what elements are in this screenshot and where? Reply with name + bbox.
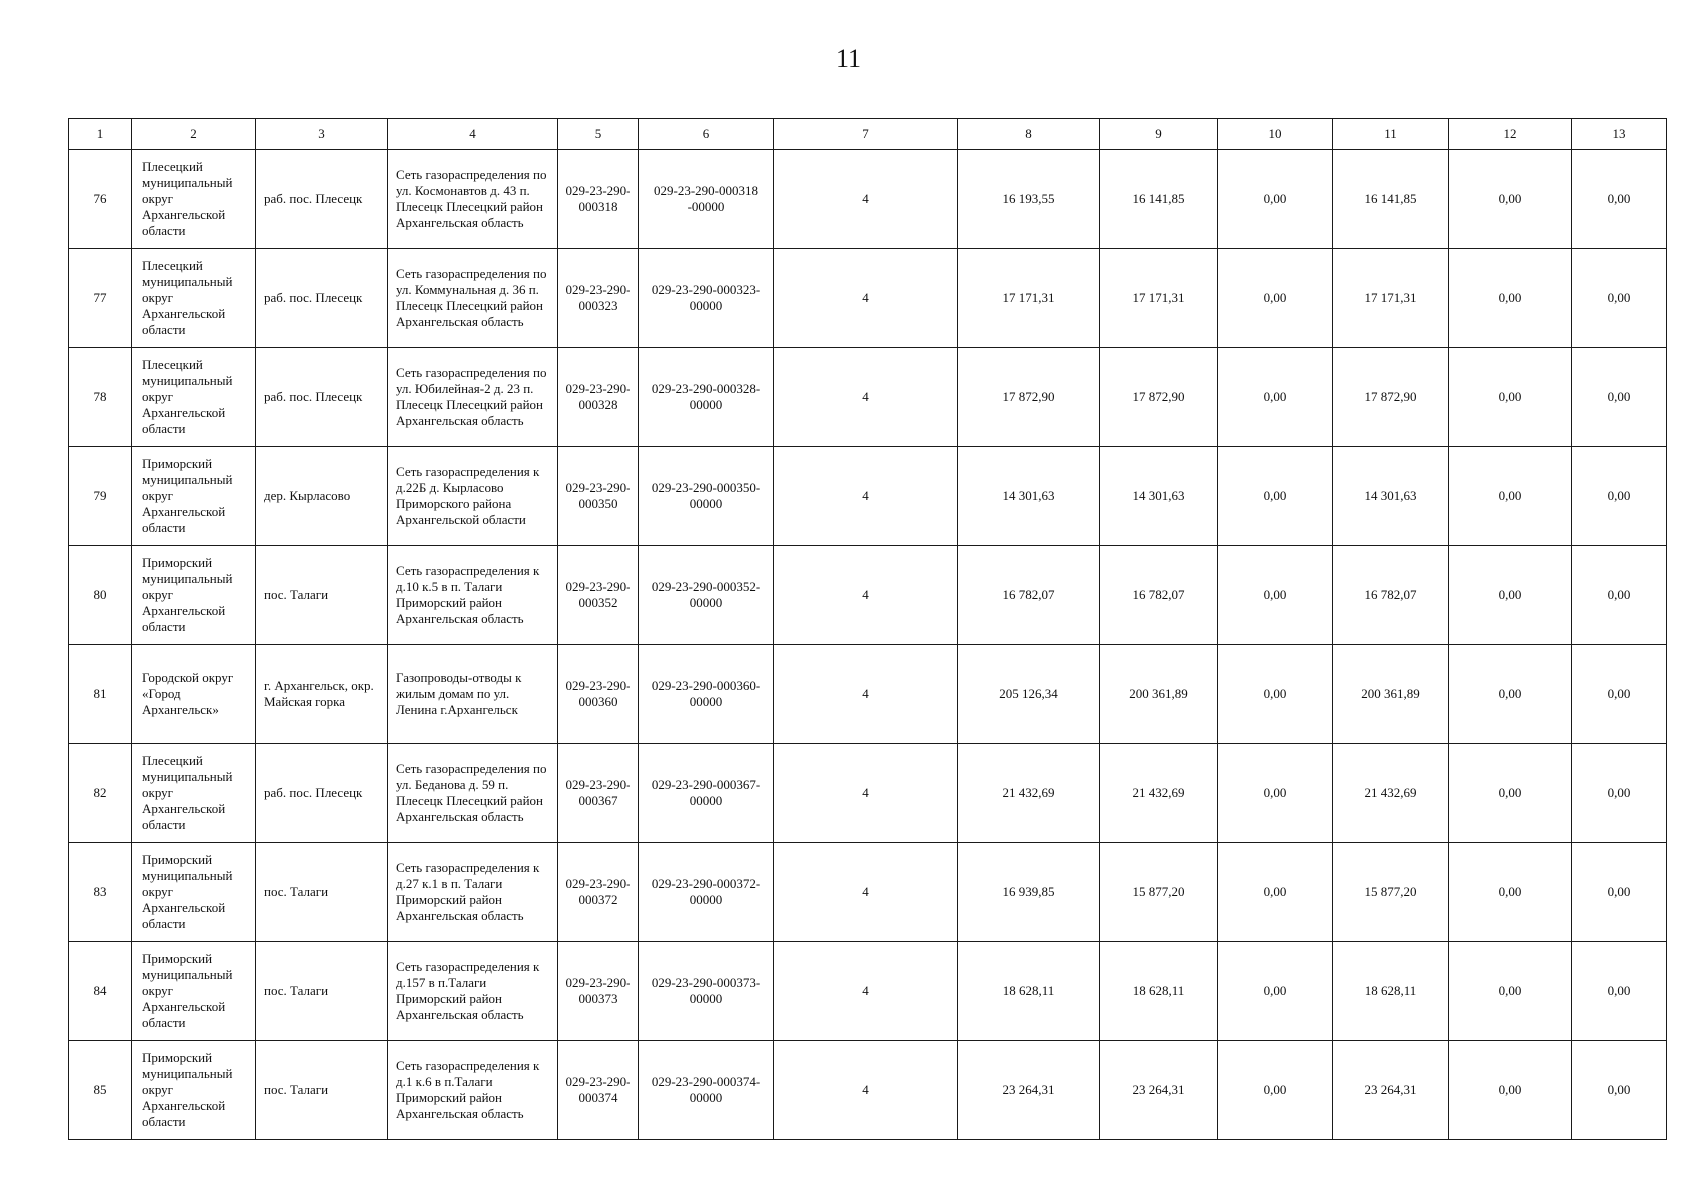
cadastral-short-cell: 029-23-290-000372 [558,843,639,942]
settlement-cell: раб. пос. Плесецк [256,744,388,843]
column-header-9: 9 [1100,119,1218,150]
table-row [69,843,1667,942]
settlement-cell: раб. пос. Плесецк [256,348,388,447]
column-header-3: 3 [256,119,388,150]
col-9-value-cell: 14 301,63 [1100,447,1218,546]
column-header-7: 7 [774,119,958,150]
col-9-value-cell: 200 361,89 [1100,645,1218,744]
col-8-value-cell: 16 193,55 [958,150,1100,249]
col-7-value-cell: 4 [774,843,958,942]
cadastral-full-cell: 029-23-290-000350-00000 [639,447,774,546]
col-9-value-cell: 21 432,69 [1100,744,1218,843]
municipality-cell: Приморский муниципальный округ Архангельской области [132,447,256,546]
settlement-cell: пос. Талаги [256,843,388,942]
col-11-value-cell: 200 361,89 [1333,645,1449,744]
settlement-cell: раб. пос. Плесецк [256,150,388,249]
col-12-value-cell: 0,00 [1449,348,1572,447]
col-7-value-cell: 4 [774,1041,958,1140]
cadastral-short-cell: 029-23-290-000374 [558,1041,639,1140]
col-13-value-cell: 0,00 [1572,942,1667,1041]
col-11-value-cell: 17 872,90 [1333,348,1449,447]
col-13-value-cell: 0,00 [1572,447,1667,546]
settlement-cell: раб. пос. Плесецк [256,249,388,348]
col-7-value-cell: 4 [774,645,958,744]
col-13-value-cell: 0,00 [1572,546,1667,645]
table-row [69,546,1667,645]
object-description-cell: Сеть газораспределения к д.22Б д. Кырласово Приморского района Архангельской области [388,447,558,546]
col-13-value-cell: 0,00 [1572,1041,1667,1140]
column-header-5: 5 [558,119,639,150]
column-header-10: 10 [1218,119,1333,150]
object-description-cell: Сеть газораспределения по ул. Беданова д. 59 п. Плесецк Плесецкий район Архангельская область [388,744,558,843]
col-7-value-cell: 4 [774,447,958,546]
municipality-cell: Плесецкий муниципальный округ Архангельской области [132,744,256,843]
col-11-value-cell: 23 264,31 [1333,1041,1449,1140]
table-row [69,348,1667,447]
col-12-value-cell: 0,00 [1449,546,1572,645]
row-number-cell: 83 [69,843,132,942]
row-number-cell: 85 [69,1041,132,1140]
col-7-value-cell: 4 [774,150,958,249]
col-11-value-cell: 16 141,85 [1333,150,1449,249]
cadastral-short-cell: 029-23-290-000360 [558,645,639,744]
col-10-value-cell: 0,00 [1218,348,1333,447]
col-10-value-cell: 0,00 [1218,150,1333,249]
object-description-cell: Сеть газораспределения к д.27 к.1 в п. Талаги Приморский район Архангельская область [388,843,558,942]
col-10-value-cell: 0,00 [1218,249,1333,348]
row-number-cell: 76 [69,150,132,249]
col-11-value-cell: 14 301,63 [1333,447,1449,546]
col-11-value-cell: 18 628,11 [1333,942,1449,1041]
col-7-value-cell: 4 [774,546,958,645]
column-header-6: 6 [639,119,774,150]
col-11-value-cell: 15 877,20 [1333,843,1449,942]
object-description-cell: Сеть газораспределения по ул. Коммунальная д. 36 п. Плесецк Плесецкий район Архангельская область [388,249,558,348]
column-header-13: 13 [1572,119,1667,150]
cadastral-full-cell: 029-23-290-000373-00000 [639,942,774,1041]
municipality-cell: Приморский муниципальный округ Архангельской области [132,942,256,1041]
col-9-value-cell: 16 141,85 [1100,150,1218,249]
col-10-value-cell: 0,00 [1218,546,1333,645]
col-10-value-cell: 0,00 [1218,942,1333,1041]
row-number-cell: 82 [69,744,132,843]
row-number-cell: 80 [69,546,132,645]
col-13-value-cell: 0,00 [1572,348,1667,447]
table-row [69,249,1667,348]
col-10-value-cell: 0,00 [1218,645,1333,744]
col-7-value-cell: 4 [774,942,958,1041]
col-11-value-cell: 17 171,31 [1333,249,1449,348]
settlement-cell: г. Архангельск, окр. Майская горка [256,645,388,744]
col-12-value-cell: 0,00 [1449,942,1572,1041]
col-13-value-cell: 0,00 [1572,249,1667,348]
table-row [69,744,1667,843]
municipality-cell: Плесецкий муниципальный округ Архангельской области [132,348,256,447]
col-8-value-cell: 16 939,85 [958,843,1100,942]
col-9-value-cell: 15 877,20 [1100,843,1218,942]
col-7-value-cell: 4 [774,348,958,447]
cadastral-full-cell: 029-23-290-000328-00000 [639,348,774,447]
settlement-cell: пос. Талаги [256,1041,388,1140]
col-7-value-cell: 4 [774,744,958,843]
col-13-value-cell: 0,00 [1572,843,1667,942]
row-number-cell: 81 [69,645,132,744]
object-description-cell: Газопроводы-отводы к жилым домам по ул. Ленина г.Архангельск [388,645,558,744]
col-8-value-cell: 18 628,11 [958,942,1100,1041]
col-13-value-cell: 0,00 [1572,645,1667,744]
table-row [69,1041,1667,1140]
table-row [69,447,1667,546]
col-9-value-cell: 23 264,31 [1100,1041,1218,1140]
col-11-value-cell: 21 432,69 [1333,744,1449,843]
object-description-cell: Сеть газораспределения по ул. Юбилейная-2 д. 23 п. Плесецк Плесецкий район Архангельская область [388,348,558,447]
col-9-value-cell: 17 872,90 [1100,348,1218,447]
col-12-value-cell: 0,00 [1449,150,1572,249]
object-description-cell: Сеть газораспределения к д.1 к.6 в п.Талаги Приморский район Архангельская область [388,1041,558,1140]
table-body [69,150,1667,1140]
col-12-value-cell: 0,00 [1449,249,1572,348]
col-8-value-cell: 16 782,07 [958,546,1100,645]
cadastral-short-cell: 029-23-290-000350 [558,447,639,546]
col-12-value-cell: 0,00 [1449,843,1572,942]
col-11-value-cell: 16 782,07 [1333,546,1449,645]
table-row [69,150,1667,249]
col-10-value-cell: 0,00 [1218,1041,1333,1140]
col-10-value-cell: 0,00 [1218,843,1333,942]
municipality-cell: Плесецкий муниципальный округ Архангельской области [132,249,256,348]
cadastral-short-cell: 029-23-290-000367 [558,744,639,843]
cadastral-full-cell: 029-23-290-000374-00000 [639,1041,774,1140]
col-7-value-cell: 4 [774,249,958,348]
row-number-cell: 79 [69,447,132,546]
col-8-value-cell: 14 301,63 [958,447,1100,546]
table-row [69,942,1667,1041]
municipality-cell: Приморский муниципальный округ Архангельской области [132,546,256,645]
col-12-value-cell: 0,00 [1449,447,1572,546]
page-number: 11 [835,44,862,73]
col-10-value-cell: 0,00 [1218,447,1333,546]
settlement-cell: дер. Кырласово [256,447,388,546]
cadastral-full-cell: 029-23-290-000372-00000 [639,843,774,942]
property-table [68,118,1667,1140]
municipality-cell: Плесецкий муниципальный округ Архангельской области [132,150,256,249]
cadastral-short-cell: 029-23-290-000352 [558,546,639,645]
col-13-value-cell: 0,00 [1572,744,1667,843]
object-description-cell: Сеть газораспределения к д.157 в п.Талаги Приморский район Архангельская область [388,942,558,1041]
col-12-value-cell: 0,00 [1449,1041,1572,1140]
col-8-value-cell: 205 126,34 [958,645,1100,744]
cadastral-full-cell: 029-23-290-000318 -00000 [639,150,774,249]
col-8-value-cell: 23 264,31 [958,1041,1100,1140]
row-number-cell: 77 [69,249,132,348]
table-row [69,645,1667,744]
municipality-cell: Городской округ «Город Архангельск» [132,645,256,744]
col-9-value-cell: 17 171,31 [1100,249,1218,348]
settlement-cell: пос. Талаги [256,546,388,645]
cadastral-short-cell: 029-23-290-000323 [558,249,639,348]
col-9-value-cell: 18 628,11 [1100,942,1218,1041]
object-description-cell: Сеть газораспределения к д.10 к.5 в п. Талаги Приморский район Архангельская область [388,546,558,645]
column-header-4: 4 [388,119,558,150]
cadastral-short-cell: 029-23-290-000328 [558,348,639,447]
col-9-value-cell: 16 782,07 [1100,546,1218,645]
col-12-value-cell: 0,00 [1449,645,1572,744]
cadastral-full-cell: 029-23-290-000352-00000 [639,546,774,645]
object-description-cell: Сеть газораспределения по ул. Космонавтов д. 43 п. Плесецк Плесецкий район Архангельская область [388,150,558,249]
column-header-2: 2 [132,119,256,150]
municipality-cell: Приморский муниципальный округ Архангельской области [132,1041,256,1140]
municipality-cell: Приморский муниципальный округ Архангельской области [132,843,256,942]
cadastral-short-cell: 029-23-290-000373 [558,942,639,1041]
col-8-value-cell: 17 171,31 [958,249,1100,348]
settlement-cell: пос. Талаги [256,942,388,1041]
col-10-value-cell: 0,00 [1218,744,1333,843]
column-header-8: 8 [958,119,1100,150]
cadastral-full-cell: 029-23-290-000323-00000 [639,249,774,348]
col-8-value-cell: 21 432,69 [958,744,1100,843]
cadastral-short-cell: 029-23-290-000318 [558,150,639,249]
header-row [69,119,1667,150]
column-header-12: 12 [1449,119,1572,150]
col-13-value-cell: 0,00 [1572,150,1667,249]
row-number-cell: 78 [69,348,132,447]
col-12-value-cell: 0,00 [1449,744,1572,843]
table-header [69,119,1667,150]
cadastral-full-cell: 029-23-290-000360-00000 [639,645,774,744]
column-header-11: 11 [1333,119,1449,150]
cadastral-full-cell: 029-23-290-000367-00000 [639,744,774,843]
col-8-value-cell: 17 872,90 [958,348,1100,447]
column-header-1: 1 [69,119,132,150]
row-number-cell: 84 [69,942,132,1041]
